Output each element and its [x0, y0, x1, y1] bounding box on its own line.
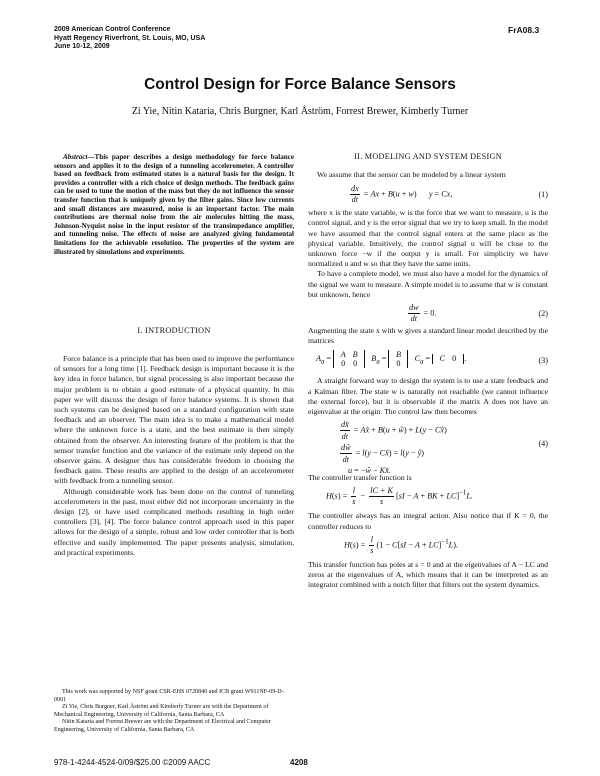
equation-3	[308, 346, 548, 376]
equation-2	[308, 300, 548, 326]
footnotes	[54, 689, 294, 734]
equation-2-number: (2)	[538, 309, 548, 319]
equation-3-number: (3)	[538, 356, 548, 366]
equation-controller-tf: H(s) = $\frac{l}{s}$ − $\frac{lC + K}{s}$ [sI − A + BK + LC]$^{-1}$L.	[326, 486, 473, 507]
equation-2-body: $\frac{dw}{dt}$ = 0.	[409, 303, 437, 324]
equation-3-body: $A_a = A$ B 0 0 $B_a = B$ 0 $C_a = C$ 0 .	[316, 350, 467, 369]
modeling-paragraph-4: Augmenting the state x with w gives a standard linear model described by the matrices	[308, 326, 548, 346]
session-code: FrA08.3	[508, 25, 540, 35]
modeling-paragraph-8: This transfer function has poles at s = 0 and at the eigenvalues of A − LC and zeros at the eigenvalues of A, which means that it can be interpreted as an integrator combined with a notch filter that filters out the system dynamics.	[308, 559, 548, 590]
equation-1-body: $\frac{dx}{dt}$ = Ax + B(u + w) y = Cx,	[351, 184, 453, 205]
conference-name: 2009 American Control Conference	[54, 26, 171, 33]
equation-4	[308, 417, 548, 476]
page-number: 4208	[290, 758, 308, 767]
intro-paragraph-1: Force balance is a principle that has been used to improve the performance of sensors for a long time [1]. Feedback design is important because it is the key idea in force balance, but signal processing is also important because the major problem is to obtain a good estimate of a physical quantity. In this paper we will discuss the design of force balance systems. It is shown that such systems can be designed based on a standard configuration with state feedback and an observer. The main idea is to make a mathematical model where the unknown force is a state, and the best estimate is then simply obtained from the observer. An interesting feature of the problem is that the sensor transfer function and the variance of the estimate only depend on the observer gains. A designer thus has considerable freedom in choosing the feedback gains. These results are applied to the design of an accelerometer with feedback from a tunneling sensor.	[54, 354, 294, 486]
left-column	[54, 153, 294, 256]
conference-dates: June 10-12, 2009	[54, 43, 110, 51]
equation-1-number: (1)	[538, 190, 548, 200]
introduction-body	[54, 354, 294, 558]
right-column	[308, 170, 548, 590]
equation-1	[308, 180, 548, 208]
modeling-paragraph-6: The controller transfer function is	[308, 473, 412, 483]
section-heading-introduction: I. INTRODUCTION	[137, 326, 211, 335]
footnote-affiliation-ece: Nitin Kataria and Forrest Brewer are with the Department of Electrical and Computer Engineering, University of California, Santa Barbara, CA	[54, 719, 271, 733]
footer-isbn: 978-1-4244-4524-0/09/$25.00 ©2009 AACC	[54, 758, 211, 767]
equation-4-number: (4)	[538, 439, 548, 449]
abstract	[54, 153, 294, 256]
section-heading-modeling: II. MODELING AND SYSTEM DESIGN	[354, 152, 502, 161]
conference-header	[54, 26, 205, 52]
modeling-paragraph-5: A straight forward way to design the system is to use a state feedback and a Kalman filter. The state w is naturally not reachable (we cannot influence the external force), but it is observable if the matrix A does not have an eigenvalue at the origin. The control law then becomes	[308, 376, 548, 417]
modeling-paragraph-2: where x is the state variable, w is the force that we want to measure, u is the control signal, and y is the error signal that we try to keep small. In the model we have assumed that the control signal enters at the same place as the physical variable. Intuitively, the control signal u will be close to the unknown force −w if the output y is small. For simplicity we have normalized u and w so that they have the same units.	[308, 208, 548, 269]
equation-4-body: $\frac{dx̂}{dt}$ = Ax̂ + B(u + ŵ) + L(y − Cx̂) $\frac{dŵ}{dt}$ = l(y − Cx̂) = l(y − ŷ) u = −ŵ − Kx̂.	[341, 420, 447, 476]
footnote-affiliation-me: Zi Yie, Chris Burgner, Karl Åström and Kimberly Turner are with the Department of Mechanical Engineering, University of California, Santa Barbara, CA	[54, 704, 269, 718]
author-list: Zi Yie, Nitin Kataria, Chris Burgner, Karl Åström, Forrest Brewer, Kimberly Turner	[131, 106, 469, 117]
modeling-paragraph-7: The controller always has an integral action. Also notice that if K = 0, the controller reduces to	[308, 511, 548, 531]
modeling-paragraph-3: To have a complete model, we must also have a model for the dynamics of the signal we want to measure. A simple model is to assume that w is constant but unknown, hence	[308, 269, 548, 299]
conference-venue: Hyatt Regency Riverfront, St. Louis, MO, USA	[54, 34, 206, 42]
abstract-text: —This paper describes a design methodology for force balance sensors and applies it to the design of a tunneling accelerometer. A controller based on feedback from estimated states is a natural basis for the design. It provides a controller with a rich choice of design methods. The feedback gains can be used to tune the motion of the mass but they do not influence the sensor transfer function that is uniquely given by the filter gains. Since low currents and small distances are measured, noise is an important factor. The main contributions are thermal noise from the air molecules hitting the mass, Johnson-Nyquist noise in the input resistor of the transimpedance amplifier, and tunneling noise. The effects of noise are analyzed giving fundamental limitations for the achievable resolution. The properties of the system are illustrated by simulations and experiments.	[54, 153, 294, 256]
footnote-funding: This work was supported by NSF grant CSR-EHS 0720840 and ICB grant W911NF-09-D-0001	[54, 689, 284, 703]
modeling-paragraph-1: We assume that the sensor can be modeled by a linear system	[317, 170, 506, 179]
paper-title: Control Design for Force Balance Sensors	[144, 76, 456, 93]
intro-paragraph-2: Although considerable work has been done on the control of tunneling accelerometers in the past, most either did not incorporate uncertainty in the design [2], or have used complicated methods resulting in high order controllers [3], [4]. The force balance control approach used in this paper allows for the design of a simple, robust and low order controller that is both effective and easily implemented. The paper presents analysis, simulation, and practical experiments.	[54, 486, 294, 557]
equation-reduced-controller: H(s) = $\frac{l}{s}$ (1 − C[sI − A + LC]$^{-1}$L).	[344, 534, 458, 555]
abstract-label: Abstract	[63, 153, 88, 161]
